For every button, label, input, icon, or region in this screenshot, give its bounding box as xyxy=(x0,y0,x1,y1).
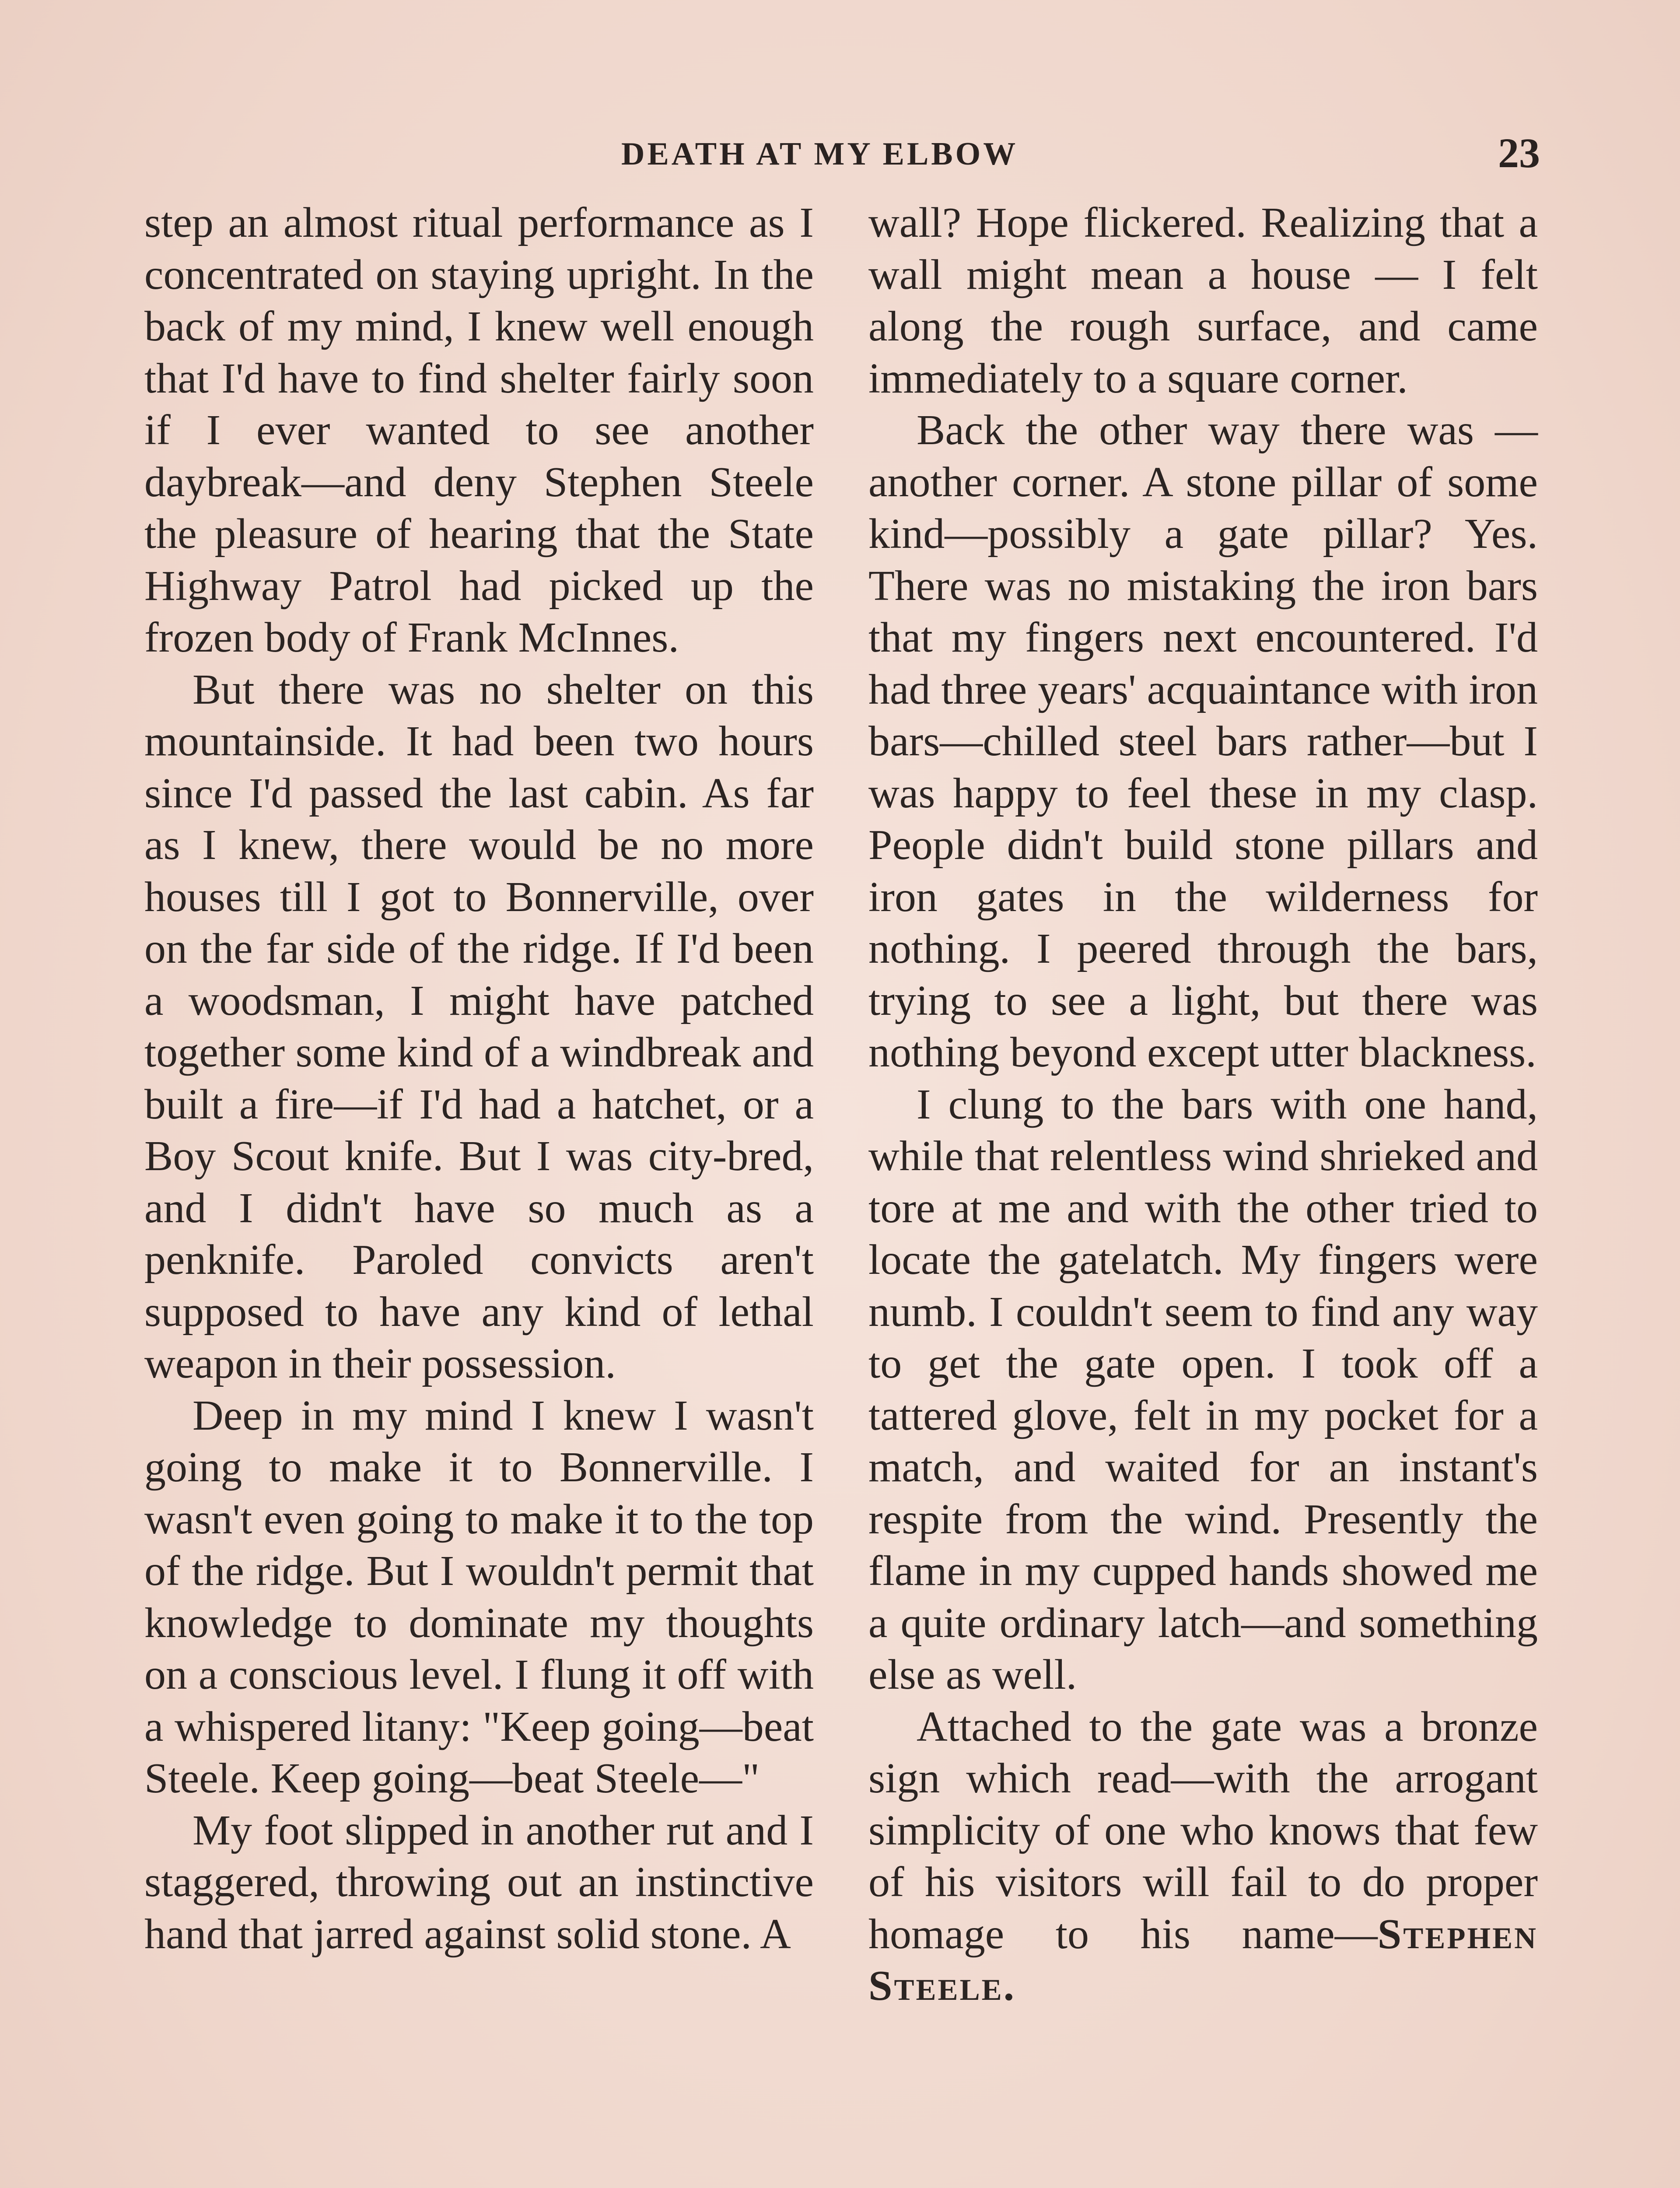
final-paragraph-text: Attached to the gate was a bronze sign which read—with the arrogant simplicity of one who knows that few of his visitors will fail to do proper homage to his name— xyxy=(868,1703,1538,1958)
page-number: 23 xyxy=(1498,130,1540,176)
page-header xyxy=(144,131,1540,188)
paragraph: Deep in my mind I knew I wasn't going to make it to Bonnerville. I wasn't even going to make it to the top of the ridge. But I wouldn't permit that knowledge to dominate my thoughts on a conscious level. I flung it off with a whispered litany: "Keep going—beat Steele. Keep going—beat Steele—" xyxy=(144,1392,814,1802)
right-column xyxy=(868,197,1538,2012)
paragraph: step an almost ritual performance as I concentrated on staying upright. In the back of my mind, I knew well enough that I'd have to find shelter fairly soon if I ever wanted to see another daybreak—and deny Stephen Steele the pleasure of hearing that the State Highway Patrol had picked up the frozen body of Frank McInnes. xyxy=(144,199,814,661)
paragraph: I clung to the bars with one hand, while that relentless wind shrieked and tore at me and with the other tried to locate the gatelatch. My fingers were numb. I couldn't seem to find any way to get the gate open. I took off a tattered glove, felt in my pocket for a match, and waited for an instant's respite from the wind. Presently the flame in my cupped hands showed me a quite ordinary latch—and something else as well. xyxy=(868,1080,1538,1698)
paragraph: But there was no shelter on this mountainside. It had been two hours since I'd passed the last cabin. As far as I knew, there would be no more houses till I got to Bonnerville, over on the far side of the ridge. If I'd been a woodsman, I might have patched together some kind of a windbreak and built a fire—if I'd had a hatchet, or a Boy Scout knife. But I was city-bred, and I didn't have so much as a penknife. Paroled convicts aren't supposed to have any kind of lethal weapon in their possession. xyxy=(144,666,814,1387)
left-column xyxy=(144,197,814,1960)
paragraph: Back the other way there was —another corner. A stone pillar of some kind—possibly a gate pillar? Yes. There was no mistaking the iron bars that my fingers next encountered. I'd had three years' acquaintance with iron bars—chilled steel bars rather—but I was happy to feel these in my clasp. People didn't build stone pillars and iron gates in the wilderness for nothing. I peered through the bars, trying to see a light, but there was nothing beyond except utter blackness. xyxy=(868,407,1538,1076)
final-paragraph xyxy=(868,1701,1538,2012)
paragraph: My foot slipped in another rut and I staggered, throwing out an instinctive hand that jarred against solid stone. A xyxy=(144,1806,814,1958)
running-title: DEATH AT MY ELBOW xyxy=(621,136,1018,172)
paragraph: wall? Hope flickered. Realizing that a wall might mean a house — I felt along the rough surface, and came immediately to a square corner. xyxy=(868,199,1538,402)
sign-name: Stephen Steele. xyxy=(868,1910,1538,2009)
